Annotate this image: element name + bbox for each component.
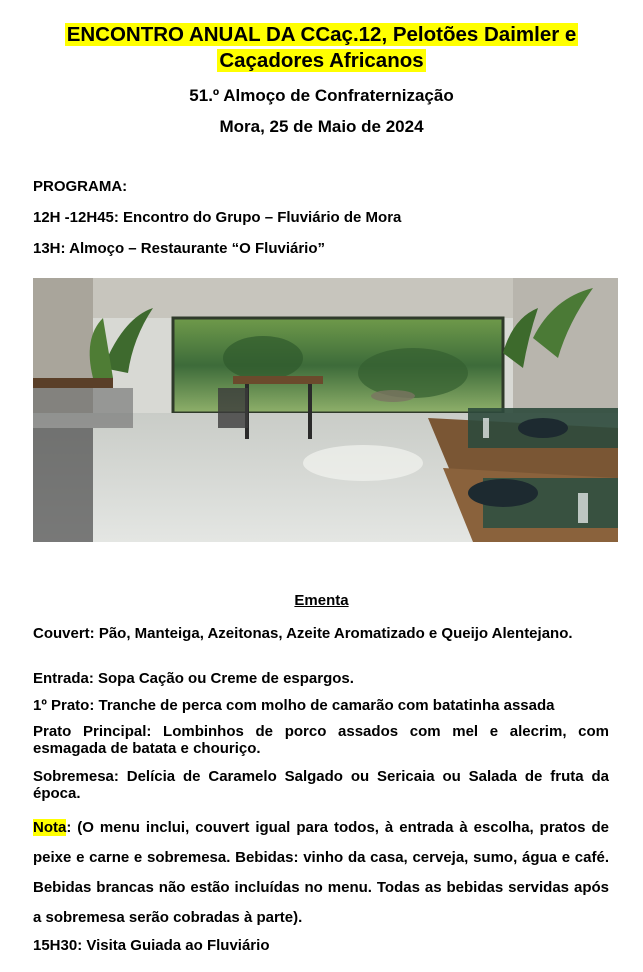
event-date-location: Mora, 25 de Maio de 2024 — [219, 117, 424, 136]
visita-guiada: 15H30: Visita Guiada ao Fluviário — [33, 937, 270, 954]
menu-primeiro-prato: 1º Prato: Tranche de perca com molho de camarão com batatinha assada — [33, 697, 555, 714]
nota-text: : (O menu inclui, couvert igual para todos, à entrada à escolha, pratos de peixe e carne e sobremesa. Bebidas: vinho da casa, cerveja, sumo, água e café. Bebidas brancas não estão incluídas no menu. Todas as bebidas servidas após a sobremesa serão cobradas à parte). — [33, 819, 609, 926]
programa-item-1: 12H -12H45: Encontro do Grupo – Fluviário de Mora — [33, 209, 402, 226]
event-flyer — [0, 22, 643, 972]
programa-item-2: 13H: Almoço – Restaurante “O Fluviário” — [33, 240, 326, 257]
nota-label: Nota — [33, 819, 67, 836]
nota-paragraph — [33, 813, 609, 933]
menu-prato-principal: Prato Principal: Lombinhos de porco assados com mel e alecrim, com esmagada de batata e chouriço. — [33, 723, 609, 757]
menu-entrada: Entrada: Sopa Cação ou Creme de espargos. — [33, 670, 354, 687]
ementa-title: Ementa — [294, 592, 349, 609]
title-line-1: ENCONTRO ANUAL DA CCaç.12, Pelotões Daimler e — [66, 23, 577, 46]
menu-sobremesa: Sobremesa: Delícia de Caramelo Salgado ou Sericaia ou Salada de fruta da época. — [33, 768, 609, 802]
restaurant-photo — [33, 278, 618, 542]
event-subtitle: 51.º Almoço de Confraternização — [189, 86, 454, 105]
event-title — [0, 22, 643, 74]
programa-heading: PROGRAMA: — [33, 178, 128, 195]
menu-couvert: Couvert: Pão, Manteiga, Azeitonas, Azeite Aromatizado e Queijo Alentejano. — [33, 625, 573, 642]
title-line-2: Caçadores Africanos — [219, 49, 424, 72]
restaurant-photo-illustration — [33, 278, 618, 542]
